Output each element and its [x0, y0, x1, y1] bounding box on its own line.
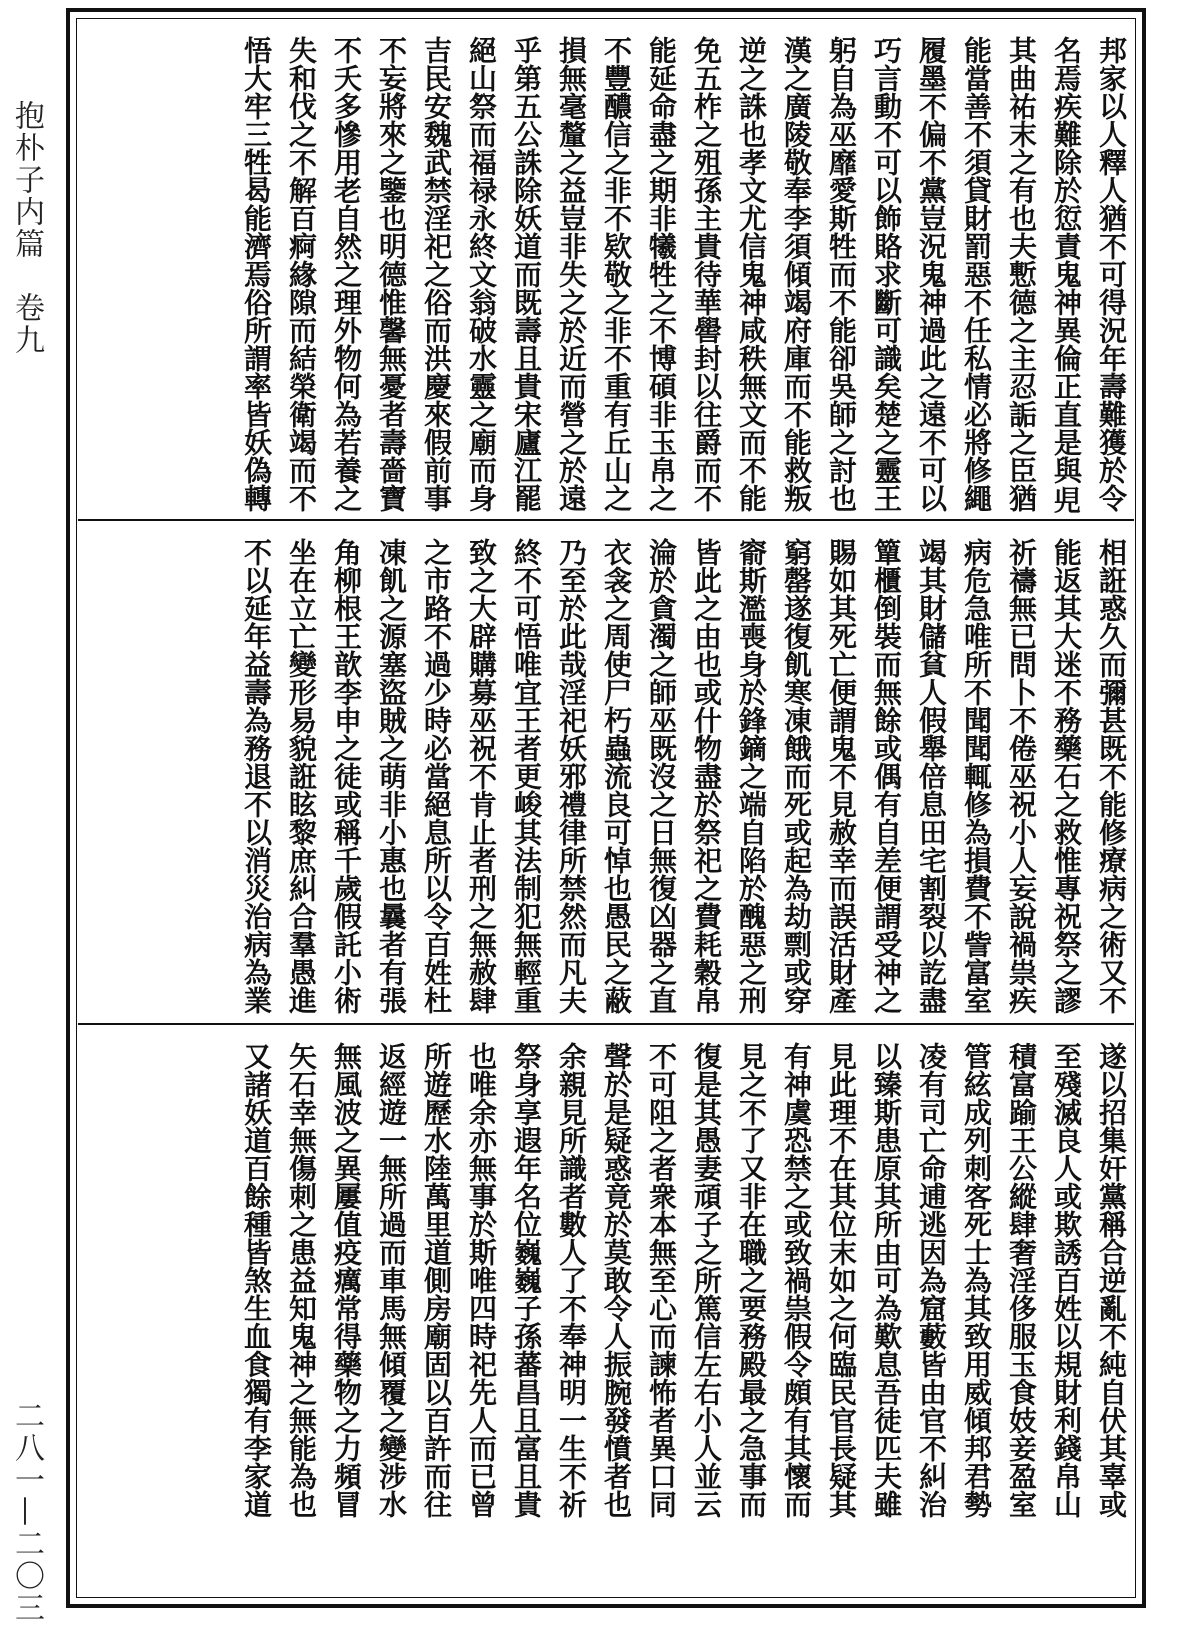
text-column: 致之大辟購募巫祝不肯止者刑之無赦肆 [465, 538, 498, 1014]
text-column: 相誑惑久而彌甚既不能修療病之術又不 [1095, 538, 1128, 1014]
text-column: 余親見所識者數人了不奉神明一生不祈 [555, 1042, 588, 1518]
register-divider [78, 519, 1134, 521]
text-column: 祈禱無已問卜不倦巫祝小人妄說禍祟疾 [1005, 538, 1038, 1014]
text-column: 巧言動不可以飾賂求斷可識矣楚之靈王 [870, 36, 903, 512]
text-column: 聲於是疑惑竟於莫敢令人振腕發憤者也 [600, 1042, 633, 1518]
text-column: 竭其財儲貧人假舉倍息田宅割裂以訖盡 [915, 538, 948, 1014]
text-column: 失和伐之不解百痾緣隙而結榮衛竭而不 [285, 36, 318, 512]
text-column: 乎第五公誅除妖道而既壽且貴宋廬江罷 [510, 36, 543, 512]
text-column: 吉民安魏武禁淫祀之俗而洪慶來假前事 [420, 36, 453, 512]
register-divider [78, 1023, 1134, 1025]
text-column: 漢之廣陵敬奉李須傾竭府庫而不能救叛 [780, 36, 813, 512]
text-column: 管絃成列刺客死士為其致用威傾邦君勢 [960, 1042, 993, 1518]
text-column: 皆此之由也或什物盡於祭祀之費耗穀帛 [690, 538, 723, 1014]
text-column: 坐在立亡變形易貌誑眩黎庶糾合羣愚進 [285, 538, 318, 1014]
text-column: 衣衾之周使尸朽蟲流良可悼也愚民之蔽 [600, 538, 633, 1014]
text-column: 復是其愚妻頑子之所篤信左右小人並云 [690, 1042, 723, 1518]
text-column: 以臻斯患原其所由可為歎息吾徒匹夫雖 [870, 1042, 903, 1518]
text-column: 凌有司亡命逋逃因為窟藪皆由官不糾治 [915, 1042, 948, 1518]
text-column: 逆之誅也孝文尤信鬼神咸秩無文而不能 [735, 36, 768, 512]
text-column: 悟大牢三牲曷能濟焉俗所謂率皆妖偽轉 [240, 36, 273, 512]
text-column: 見此理不在其位末如之何臨民官長疑其 [825, 1042, 858, 1518]
text-column: 至殘滅良人或欺誘百姓以規財利錢帛山 [1050, 1042, 1083, 1518]
text-column: 也唯余亦無事於斯唯四時祀先人而已曾 [465, 1042, 498, 1518]
page-number-margin: 二八一—二〇三 [9, 1400, 44, 1624]
text-column: 所遊歷水陸萬里道側房廟固以百許而往 [420, 1042, 453, 1518]
text-column: 不以延年益壽為務退不以消災治病為業 [240, 538, 273, 1014]
text-column: 能當善不須貸財罰惡不任私情必將修繩 [960, 36, 993, 512]
text-column: 有神虞恐禁之或致禍祟假令頗有其懷而 [780, 1042, 813, 1518]
text-column: 乃至於此哉淫祀妖邪禮律所禁然而凡夫 [555, 538, 588, 1014]
text-column: 矢石幸無傷刺之患益知鬼神之無能為也 [285, 1042, 318, 1518]
text-column: 終不可悟唯宜王者更峻其法制犯無輕重 [510, 538, 543, 1014]
text-column: 不豐醲信之非不欵敬之非不重有丘山之 [600, 36, 633, 512]
text-column: 能返其大迷不務藥石之救惟專祝祭之謬 [1050, 538, 1083, 1014]
text-column: 名焉疾難除於愆責鬼神異倫正直是與𧠇 [1050, 36, 1083, 512]
text-column: 不妄將來之鑒也明德惟馨無憂者壽嗇寶 [375, 36, 408, 512]
text-column: 祭身享遐年名位巍巍子孫蕃昌且富且貴 [510, 1042, 543, 1518]
text-column: 邦家以人釋人猶不可得況年壽難獲於令 [1095, 36, 1128, 512]
text-column: 賜如其死亡便謂鬼不見赦幸而誤活財產 [825, 538, 858, 1014]
text-column: 免五柞之殂孫主貴待華嚳封以往爵而不 [690, 36, 723, 512]
register-middle [80, 524, 1132, 1018]
text-column: 見之不了又非在職之要務殿最之急事而 [735, 1042, 768, 1518]
text-column: 返經遊一無所過而車馬無傾覆之變涉水 [375, 1042, 408, 1518]
text-column: 積富踰王公縱肆奢淫侈服玉食妓妾盈室 [1005, 1042, 1038, 1518]
text-column: 無風波之異屢值疫癘常得藥物之力頻冒 [330, 1042, 363, 1518]
text-column: 角柳根王歆李申之徒或稱千歲假託小術 [330, 538, 363, 1014]
text-frame [66, 8, 1146, 1608]
text-column: 躬自為巫靡愛斯牲而不能卻吳師之討也 [825, 36, 858, 512]
text-column: 損無毫釐之益豈非失之於近而營之於遠 [555, 36, 588, 512]
text-column: 遂以招集奸黨稱合逆亂不純自伏其辜或 [1095, 1042, 1128, 1518]
text-column: 窬斯濫喪身於鋒鏑之端自陷於醜惡之刑 [735, 538, 768, 1014]
register-bottom [80, 1028, 1132, 1598]
text-column: 其曲祐末之有也夫慙德之主忍詬之臣猶 [1005, 36, 1038, 512]
text-column: 之市路不過少時必當絕息所以令百姓杜 [420, 538, 453, 1014]
text-column: 能延命盡之期非犧牲之不博碩非玉帛之 [645, 36, 678, 512]
text-column: 淪於貪濁之師巫既沒之日無復凶器之直 [645, 538, 678, 1014]
book-title-margin: 抱朴子内篇 卷九 [9, 100, 44, 356]
text-column: 履墨不偏不黨豈況鬼神過此之遠不可以 [915, 36, 948, 512]
text-column: 又諸妖道百餘種皆煞生血食獨有李家道 [240, 1042, 273, 1518]
text-column: 絕山祭而福禄永終文翁破水靈之廟而身 [465, 36, 498, 512]
text-column: 不可阻之者衆本無至心而諫怖者異口同 [645, 1042, 678, 1518]
register-top [80, 22, 1132, 516]
text-column: 病危急唯所不聞聞輒修為損費不訾富室 [960, 538, 993, 1014]
text-column: 窮罄遂復飢寒凍餓而死或起為劫剽或穿 [780, 538, 813, 1014]
text-column: 凍飢之源塞盜賊之萌非小惠也曩者有張 [375, 538, 408, 1014]
text-column: 簞櫃倒裝而無餘或偶有自差便謂受神之 [870, 538, 903, 1014]
text-column: 不夭多慘用老自然之理外物何為若養之 [330, 36, 363, 512]
